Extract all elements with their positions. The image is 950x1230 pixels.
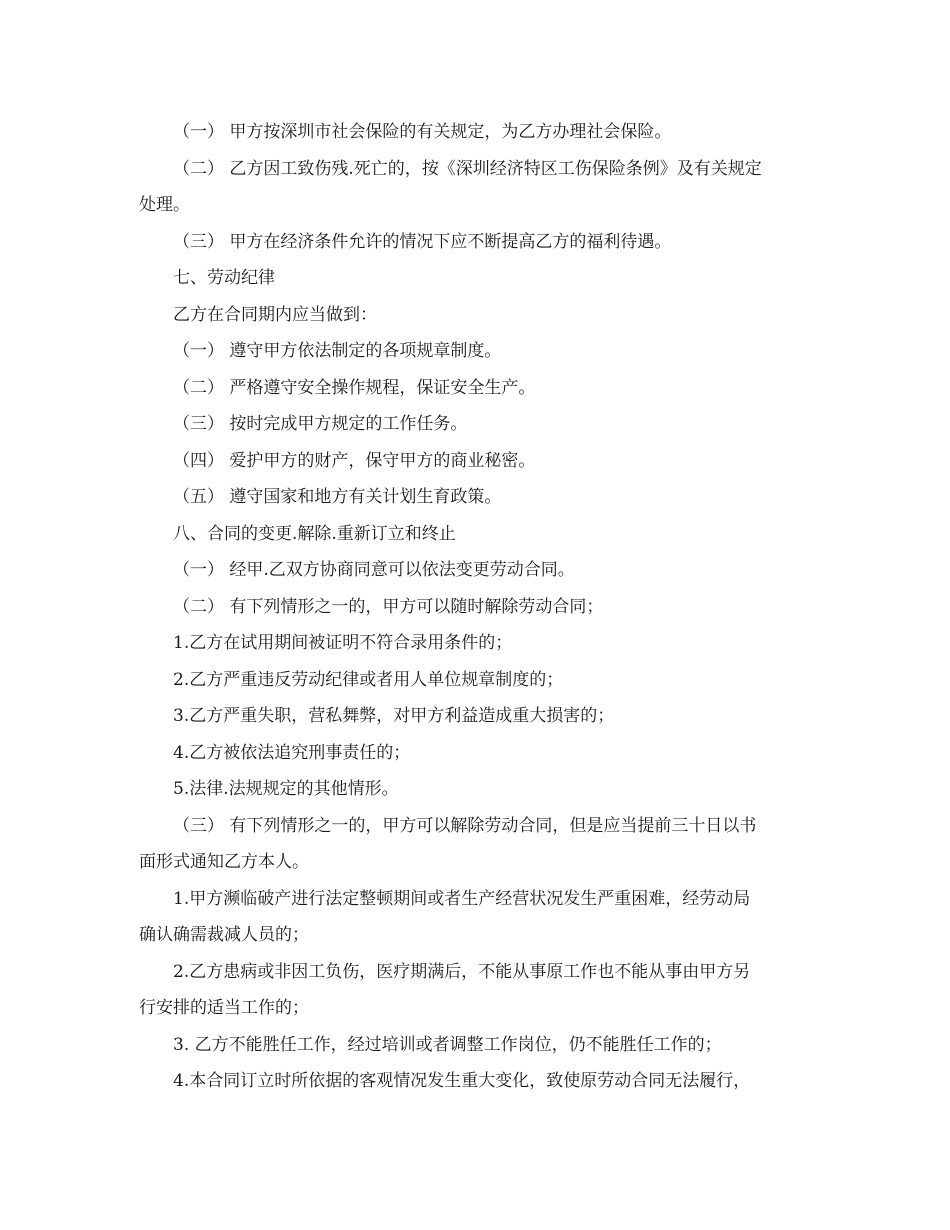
document-line: （三） 按时完成甲方规定的工作任务。 xyxy=(173,414,468,434)
document-line: 5.法律.法规规定的其他情形。 xyxy=(173,779,399,799)
document-line: 八、合同的变更.解除.重新订立和终止 xyxy=(173,523,456,544)
document-line: （三） 有下列情形之一的，甲方可以解除劳动合同，但是应当提前三十日以书 xyxy=(173,815,757,836)
document-line: 1.甲方濒临破产进行法定整顿期间或者生产经营状况发生严重困难，经劳动局 xyxy=(173,888,751,909)
document-line: 2.乙方严重违反劳动纪律或者用人单位规章制度的； xyxy=(173,669,564,690)
document-line: （二） 乙方因工致伤残.死亡的，按《深圳经济特区工伤保险条例》及有关规定 xyxy=(173,158,762,179)
document-line: （四） 爱护甲方的财产，保守甲方的商业秘密。 xyxy=(173,450,536,471)
document-line: 4.乙方被依法追究刑事责任的； xyxy=(173,742,411,763)
document-line: 确认确需裁减人员的； xyxy=(139,925,309,945)
document-line: 4.本合同订立时所依据的客观情况发生重大变化，致使原劳动合同无法履行， xyxy=(173,1071,751,1091)
document-line: 行安排的适当工作的； xyxy=(139,998,309,1018)
document-line: （一） 甲方按深圳市社会保险的有关规定，为乙方办理社会保险。 xyxy=(173,122,672,142)
document-line: 2.乙方患病或非因工负伤，医疗期满后，不能从事原工作也不能从事由甲方另 xyxy=(173,961,751,982)
document-line: 1.乙方在试用期间被证明不符合录用条件的； xyxy=(173,633,513,653)
document-line: （一） 经甲.乙双方协商同意可以依法变更劳动合同。 xyxy=(173,560,575,580)
document-line: 处理。 xyxy=(139,195,190,215)
document-line: （一） 遵守甲方依法制定的各项规章制度。 xyxy=(173,341,502,361)
document-line: （五） 遵守国家和地方有关计划生育政策。 xyxy=(173,487,502,507)
document-line: 七、劳动纪律 xyxy=(173,268,275,288)
document-line: （三） 甲方在经济条件允许的情况下应不断提高乙方的福利待遇。 xyxy=(173,231,672,252)
document-line: （二） 严格遵守安全操作规程，保证安全生产。 xyxy=(173,377,536,398)
document-line: 3.乙方严重失职，营私舞弊，对甲方利益造成重大损害的； xyxy=(173,706,615,726)
document-body xyxy=(139,114,819,1100)
document-line: 3. 乙方不能胜任工作，经过培训或者调整工作岗位，仍不能胜任工作的； xyxy=(173,1034,722,1055)
document-line: 面形式通知乙方本人。 xyxy=(139,852,309,872)
document-line: 乙方在合同期内应当做到： xyxy=(173,304,377,325)
document-line: （二） 有下列情形之一的，甲方可以随时解除劳动合同； xyxy=(173,596,604,617)
